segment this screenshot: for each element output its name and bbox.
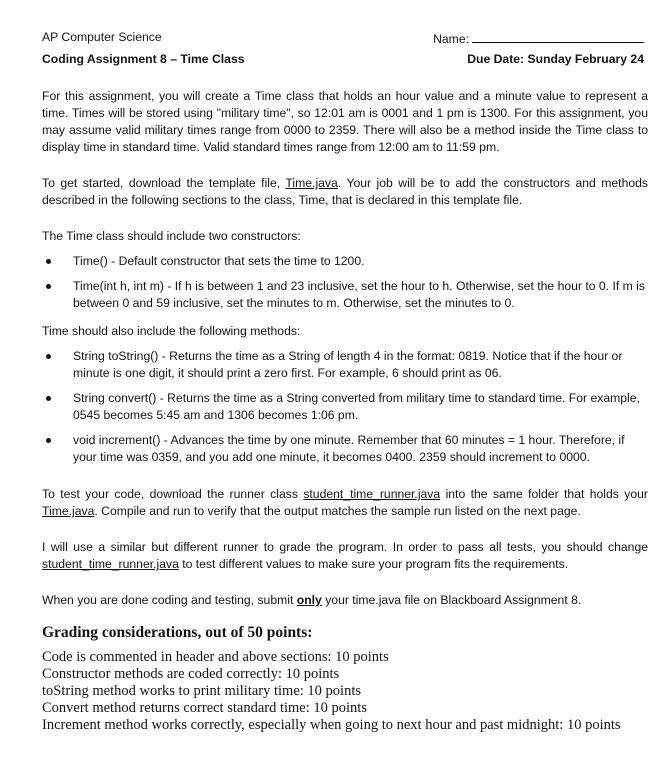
submit-paragraph [42, 592, 648, 609]
testing-paragraph [42, 486, 648, 520]
list-item: String toString() - Returns the time as a String of length 4 in the format: 0819. Notice that if the hour or minute is one digit, it should print a zero first. For example, 6 should print as 06. [42, 348, 648, 382]
time-java-link[interactable]: Time.java [285, 176, 338, 190]
runner-link-2[interactable]: student_time_runner.java [42, 557, 179, 571]
name-field [433, 29, 644, 48]
testing-text-end: . Compile and run to verify that the output matches the sample run listed on the next page. [94, 504, 581, 518]
time-java-link-2[interactable]: Time.java [42, 504, 95, 518]
name-label: Name: [433, 32, 469, 46]
name-blank-line [472, 29, 644, 43]
submit-text-end: your time.java file on Blackboard Assignment 8. [321, 593, 582, 607]
grading-line: toString method works to print military time: 10 points [42, 683, 361, 699]
intro-paragraph: For this assignment, you will create a Time class that holds an hour value and a minute value to represent a time. Times will be stored using "military time", so 12:01 am is 0001 and 1 pm is 1300. For this assignment, you may assume valid military times range from 0000 to 2359. There will also be a method inside the Time class to display time in standard time. Valid standard times range from 12:00 am to 11:59 pm. [42, 89, 648, 154]
grading-line: Code is commented in header and above sections: 10 points [42, 649, 389, 665]
course-name: AP Computer Science [42, 30, 162, 44]
getting-started-text: To get started, download the template file, [42, 176, 286, 190]
only-emphasis: only [296, 593, 322, 607]
header-row-1 [42, 29, 648, 48]
header-row-2 [42, 51, 648, 68]
list-item: Time(int h, int m) - If h is between 1 and 23 inclusive, set the hour to h. Otherwise, set the hour to 0. If m is between 0 and 59 inclusive, set the minutes to m. Otherwise, set the minutes to 0. [42, 278, 648, 312]
methods-intro: Time should also include the following methods: [42, 324, 301, 338]
constructors-list [42, 253, 648, 312]
testing-text-mid: into the same folder that holds your [440, 487, 648, 501]
due-date: Due Date: Sunday February 24 [467, 52, 644, 66]
testing-text: To test your code, download the runner class [42, 487, 304, 501]
getting-started-text-end: . Your job will be to add the constructors and methods described in the following sections to the class, Time, that is declared in this template file. [42, 176, 648, 207]
methods-list [42, 348, 648, 466]
constructors-intro: The Time class should include two constructors: [42, 229, 301, 243]
grading-line: Constructor methods are coded correctly: 10 points [42, 666, 340, 682]
assignment-title: Coding Assignment 8 – Time Class [42, 52, 245, 66]
list-item: void increment() - Advances the time by one minute. Remember that 60 minutes = 1 hour. Therefore, if your time was 0359, and you add one minute, it becomes 0400. 2359 should increment to 0000. [42, 432, 648, 466]
list-item: String convert() - Returns the time as a String converted from military time to standard time. For example, 0545 becomes 5:45 am and 1306 becomes 1:06 pm. [42, 390, 648, 424]
assignment-document [42, 29, 648, 734]
grading-runner-text: I will use a similar but different runner to grade the program. In order to pass all tests, you should change [42, 540, 648, 554]
grading-section [42, 623, 648, 734]
grading-line: Convert method returns correct standard time: 10 points [42, 700, 367, 716]
submit-text: When you are done coding and testing, submit [42, 593, 297, 607]
grading-runner-paragraph [42, 539, 648, 573]
runner-link[interactable]: student_time_runner.java [303, 487, 441, 501]
getting-started-paragraph [42, 175, 648, 209]
list-item: Time() - Default constructor that sets the time to 1200. [42, 253, 648, 270]
grading-line: Increment method works correctly, especially when going to next hour and past midnight: 10 points [42, 717, 621, 733]
grading-runner-text-end: to test different values to make sure your program fits the requirements. [178, 557, 569, 571]
grading-title: Grading considerations, out of 50 points: [42, 624, 313, 641]
